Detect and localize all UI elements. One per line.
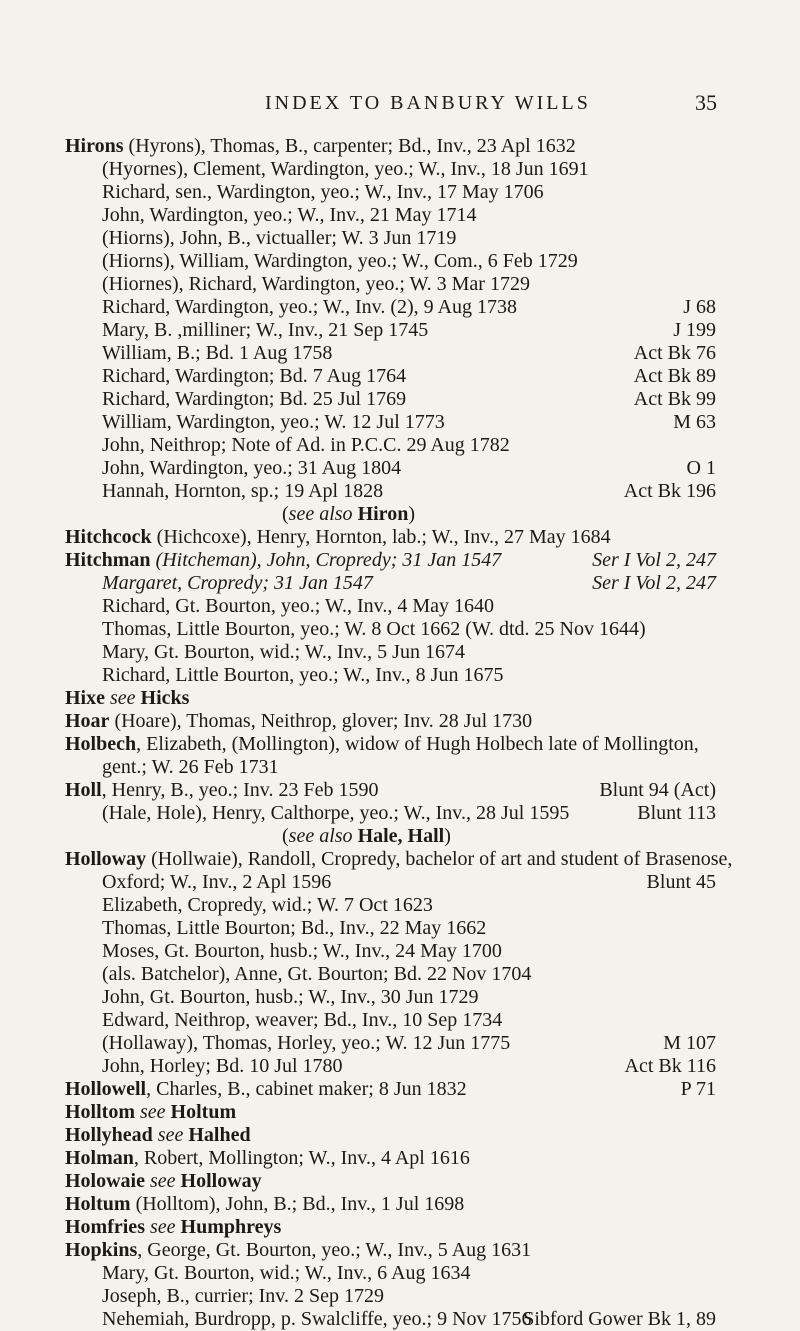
index-subentry xyxy=(0,1285,800,1308)
entry-body: (als. Batchelor), Anne, Gt. Bourton; Bd. 22 Nov 1704 xyxy=(102,963,532,985)
index-entry xyxy=(0,687,800,710)
entry-body: (Holltom), John, B.; Bd., Inv., 1 Jul 1698 xyxy=(130,1193,465,1215)
reference-code: Blunt 45 xyxy=(646,871,716,893)
index-subentry xyxy=(0,342,800,365)
entry-text xyxy=(102,319,428,342)
entry-text xyxy=(65,1193,464,1216)
headword: Homfries xyxy=(65,1216,145,1238)
entry-body: (Hiornes), Richard, Wardington, yeo.; W. 3 Mar 1729 xyxy=(102,273,530,295)
index-entry xyxy=(0,549,800,572)
entry-body: , Henry, B., yeo.; Inv. 23 Feb 1590 xyxy=(101,779,379,801)
entry-body: (Hale, Hole), Henry, Calthorpe, yeo.; W., Inv., 28 Jul 1595 xyxy=(102,802,570,824)
entry-body: (Hollaway), Thomas, Horley, yeo.; W. 12 Jun 1775 xyxy=(102,1032,511,1054)
entry-body: Thomas, Little Bourton; Bd., Inv., 22 May 1662 xyxy=(102,917,487,939)
entry-text xyxy=(65,1147,470,1170)
headword: Hollyhead xyxy=(65,1124,153,1146)
entry-body: , George, Gt. Bourton, yeo.; W., Inv., 5 Aug 1631 xyxy=(137,1239,532,1261)
entry-text xyxy=(102,1055,343,1078)
cross-reference-target: Holloway xyxy=(180,1170,262,1192)
reference-code: Sibford Gower Bk 1, 89 xyxy=(523,1308,716,1330)
entry-body: John, Wardington, yeo.; 31 Aug 1804 xyxy=(102,457,402,479)
entry-text xyxy=(102,250,578,273)
entry-body: Nehemiah, Burdropp, p. Swalcliffe, yeo.; 9 Nov 1756 xyxy=(102,1308,532,1330)
entry-body: Richard, Little Bourton, yeo.; W., Inv., 8 Jun 1675 xyxy=(102,664,504,686)
index-subentry xyxy=(0,319,800,342)
running-title: INDEX TO BANBURY WILLS xyxy=(265,92,591,114)
entry-text xyxy=(102,641,465,664)
cross-reference-target: Halhed xyxy=(188,1124,251,1146)
index-subentry xyxy=(0,940,800,963)
index-entry xyxy=(0,1124,800,1147)
index-subentry xyxy=(0,1308,800,1331)
cross-reference-label: see xyxy=(157,1124,184,1146)
entry-body: Joseph, B., currier; Inv. 2 Sep 1729 xyxy=(102,1285,384,1307)
entry-text xyxy=(65,733,699,756)
index-entry xyxy=(0,135,800,158)
entry-body: Richard, Wardington; Bd. 7 Aug 1764 xyxy=(102,365,407,387)
entry-text xyxy=(65,1170,262,1193)
reference-code: Ser I Vol 2, 247 xyxy=(592,549,716,571)
reference-code: Act Bk 76 xyxy=(633,342,716,364)
entry-body-italic: Margaret, Cropredy; 31 Jan 1547 xyxy=(102,572,373,594)
entry-body: Edward, Neithrop, weaver; Bd., Inv., 10 Sep 1734 xyxy=(102,1009,503,1031)
entry-text xyxy=(102,664,503,687)
headword: Holowaie xyxy=(65,1170,145,1192)
index-subentry xyxy=(0,825,800,848)
index-subentry xyxy=(0,365,800,388)
index-entry xyxy=(0,1101,800,1124)
entry-text xyxy=(102,457,401,480)
entry-body: Mary, Gt. Bourton, wid.; W., Inv., 6 Aug 1634 xyxy=(102,1262,471,1284)
cross-reference-label: see xyxy=(140,1101,166,1123)
entry-body: Richard, Wardington; Bd. 25 Jul 1769 xyxy=(102,388,407,410)
entry-body: Elizabeth, Cropredy, wid.; W. 7 Oct 1623 xyxy=(102,894,433,916)
headword: Holbech xyxy=(65,733,137,755)
index-subentry xyxy=(0,1009,800,1032)
entry-text xyxy=(102,1308,532,1331)
entry-text xyxy=(102,227,456,250)
index-subentry xyxy=(0,434,800,457)
index-entry xyxy=(0,1147,800,1170)
index-subentry xyxy=(0,1262,800,1285)
entry-body: gent.; W. 26 Feb 1731 xyxy=(102,756,279,778)
headword: Hoar xyxy=(65,710,110,732)
entry-body: (Hyrons), Thomas, B., carpenter; Bd., Inv., 23 Apl 1632 xyxy=(123,135,576,157)
index-entry xyxy=(0,1193,800,1216)
reference-code: M 63 xyxy=(673,411,716,433)
entry-body: Richard, Gt. Bourton, yeo.; W., Inv., 4 May 1640 xyxy=(102,595,495,617)
headword: Holltom xyxy=(65,1101,135,1123)
entry-text xyxy=(102,342,332,365)
headword: Hixe xyxy=(65,687,105,709)
index-entries xyxy=(0,135,800,1331)
cross-reference-label: see xyxy=(149,1216,176,1238)
entry-body: John, Gt. Bourton, husb.; W., Inv., 30 Jun 1729 xyxy=(102,986,479,1008)
index-subentry xyxy=(0,894,800,917)
index-entry xyxy=(0,733,800,756)
index-entry xyxy=(0,1216,800,1239)
entry-body: , Elizabeth, (Mollington), widow of Hugh Holbech late of Mollington, xyxy=(136,733,699,755)
entry-text xyxy=(102,1032,510,1055)
entry-body: Mary, Gt. Bourton, wid.; W., Inv., 5 Jun 1674 xyxy=(102,641,465,663)
entry-text xyxy=(65,549,501,572)
cross-reference-target: Humphreys xyxy=(180,1216,282,1238)
entry-text xyxy=(102,917,486,940)
entry-text: (see also Hiron) xyxy=(282,503,415,525)
index-subentry xyxy=(0,618,800,641)
entry-text xyxy=(102,1285,384,1308)
index-subentry xyxy=(0,480,800,503)
reference-code: Act Bk 196 xyxy=(623,480,716,502)
entry-body: (Hiorns), William, Wardington, yeo.; W., Com., 6 Feb 1729 xyxy=(102,250,578,272)
index-subentry xyxy=(0,1055,800,1078)
entry-text xyxy=(102,802,569,825)
index-entry xyxy=(0,1170,800,1193)
entry-text xyxy=(65,1216,281,1239)
headword: Holl xyxy=(65,779,102,801)
page-number: 35 xyxy=(695,90,717,115)
cross-reference-label: see also xyxy=(288,503,353,525)
headword: Hollowell xyxy=(65,1078,147,1100)
index-subentry xyxy=(0,388,800,411)
reference-code: M 107 xyxy=(663,1032,716,1054)
headword: Hopkins xyxy=(65,1239,138,1261)
entry-body-italic: (Hitcheman), John, Cropredy; 31 Jan 1547 xyxy=(150,549,502,571)
entry-body: , Charles, B., cabinet maker; 8 Jun 1832 xyxy=(146,1078,467,1100)
entry-text xyxy=(102,273,530,296)
entry-text xyxy=(102,986,479,1009)
reference-code: J 68 xyxy=(683,296,716,318)
entry-text xyxy=(102,940,502,963)
entry-text xyxy=(102,365,406,388)
entry-text xyxy=(102,411,445,434)
entry-body: Richard, sen., Wardington, yeo.; W., Inv., 17 May 1706 xyxy=(102,181,544,203)
entry-text xyxy=(65,526,611,549)
entry-body: John, Horley; Bd. 10 Jul 1780 xyxy=(102,1055,343,1077)
entry-body: William, Wardington, yeo.; W. 12 Jul 1773 xyxy=(102,411,445,433)
entry-text xyxy=(102,756,279,779)
index-subentry xyxy=(0,204,800,227)
index-subentry xyxy=(0,802,800,825)
entry-body: Oxford; W., Inv., 2 Apl 1596 xyxy=(102,871,332,893)
index-subentry xyxy=(0,158,800,181)
entry-text xyxy=(65,1239,531,1262)
cross-reference-target: Hale, Hall xyxy=(357,825,445,847)
entry-text xyxy=(102,595,494,618)
entry-text xyxy=(65,1078,467,1101)
index-subentry xyxy=(0,181,800,204)
entry-text xyxy=(102,388,406,411)
entry-text xyxy=(102,1009,502,1032)
index-subentry xyxy=(0,917,800,940)
index-subentry xyxy=(0,986,800,1009)
entry-text xyxy=(65,848,732,871)
index-subentry xyxy=(0,572,800,595)
entry-text: (see also Hale, Hall) xyxy=(282,825,451,847)
entry-text xyxy=(102,181,544,204)
index-subentry xyxy=(0,664,800,687)
entry-text xyxy=(102,434,510,457)
reference-code: Blunt 113 xyxy=(637,802,716,824)
headword: Holloway xyxy=(65,848,147,870)
entry-body: John, Wardington, yeo.; W., Inv., 21 May 1714 xyxy=(102,204,477,226)
cross-reference-label: see also xyxy=(288,825,353,847)
entry-body: Moses, Gt. Bourton, husb.; W., Inv., 24 May 1700 xyxy=(102,940,502,962)
headword: Hitchman xyxy=(65,549,151,571)
index-subentry xyxy=(0,756,800,779)
entry-text xyxy=(102,894,433,917)
index-subentry xyxy=(0,963,800,986)
entry-text xyxy=(102,1262,471,1285)
entry-body: (Hoare), Thomas, Neithrop, glover; Inv. 28 Jul 1730 xyxy=(109,710,533,732)
reference-code: Act Bk 99 xyxy=(633,388,716,410)
headword: Holtum xyxy=(65,1193,131,1215)
entry-text xyxy=(65,1124,251,1147)
index-subentry xyxy=(0,503,800,526)
entry-body: (Hollwaie), Randoll, Cropredy, bachelor of art and student of Brasenose, xyxy=(146,848,733,870)
entry-body: (Hyornes), Clement, Wardington, yeo.; W., Inv., 18 Jun 1691 xyxy=(102,158,589,180)
cross-reference-label: see xyxy=(110,687,136,709)
entry-body: William, B.; Bd. 1 Aug 1758 xyxy=(102,342,333,364)
index-subentry xyxy=(0,250,800,273)
cross-reference-target: Hicks xyxy=(140,687,190,709)
reference-code: O 1 xyxy=(686,457,716,479)
entry-text xyxy=(65,135,576,158)
entry-text xyxy=(102,480,383,503)
index-subentry xyxy=(0,457,800,480)
entry-body: Hannah, Hornton, sp.; 19 Apl 1828 xyxy=(102,480,384,502)
index-entry xyxy=(0,1078,800,1101)
reference-code: Blunt 94 (Act) xyxy=(599,779,716,801)
entry-text xyxy=(102,572,373,595)
entry-text xyxy=(102,296,517,319)
entry-text xyxy=(65,779,379,802)
reference-code: Ser I Vol 2, 247 xyxy=(592,572,716,594)
index-subentry xyxy=(0,227,800,250)
index-entry xyxy=(0,526,800,549)
reference-code: P 71 xyxy=(680,1078,716,1100)
entry-text xyxy=(65,1101,236,1124)
entry-body: (Hiorns), John, B., victualler; W. 3 Jun 1719 xyxy=(102,227,457,249)
headword: Hitchcock xyxy=(65,526,152,548)
index-entry xyxy=(0,848,800,871)
entry-body: , Robert, Mollington; W., Inv., 4 Apl 1616 xyxy=(133,1147,470,1169)
index-subentry xyxy=(0,595,800,618)
entry-text xyxy=(102,871,331,894)
index-subentry xyxy=(0,411,800,434)
entry-text xyxy=(102,963,531,986)
reference-code: J 199 xyxy=(673,319,716,341)
cross-reference-target: Holtum xyxy=(170,1101,237,1123)
index-subentry xyxy=(0,641,800,664)
entry-text xyxy=(102,204,476,227)
entry-body: Mary, B. ,milliner; W., Inv., 21 Sep 1745 xyxy=(102,319,429,341)
entry-text xyxy=(65,710,532,733)
running-head xyxy=(0,92,800,116)
cross-reference-label: see xyxy=(150,1170,176,1192)
index-entry xyxy=(0,1239,800,1262)
index-subentry xyxy=(0,296,800,319)
index-subentry xyxy=(0,871,800,894)
headword: Hirons xyxy=(65,135,124,157)
entry-text xyxy=(65,687,189,710)
index-subentry xyxy=(0,1032,800,1055)
headword: Holman xyxy=(65,1147,134,1169)
entry-text xyxy=(102,618,646,641)
index-entry xyxy=(0,710,800,733)
entry-body: Richard, Wardington, yeo.; W., Inv. (2), 9 Aug 1738 xyxy=(102,296,518,318)
index-subentry xyxy=(0,273,800,296)
reference-code: Act Bk 116 xyxy=(624,1055,716,1077)
entry-body: John, Neithrop; Note of Ad. in P.C.C. 29 Aug 1782 xyxy=(102,434,510,456)
cross-reference-target: Hiron xyxy=(357,503,409,525)
index-entry xyxy=(0,779,800,802)
entry-body: (Hichcoxe), Henry, Hornton, lab.; W., Inv., 27 May 1684 xyxy=(151,526,611,548)
entry-body: Thomas, Little Bourton, yeo.; W. 8 Oct 1662 (W. dtd. 25 Nov 1644) xyxy=(102,618,646,640)
entry-text xyxy=(102,158,589,181)
reference-code: Act Bk 89 xyxy=(633,365,716,387)
